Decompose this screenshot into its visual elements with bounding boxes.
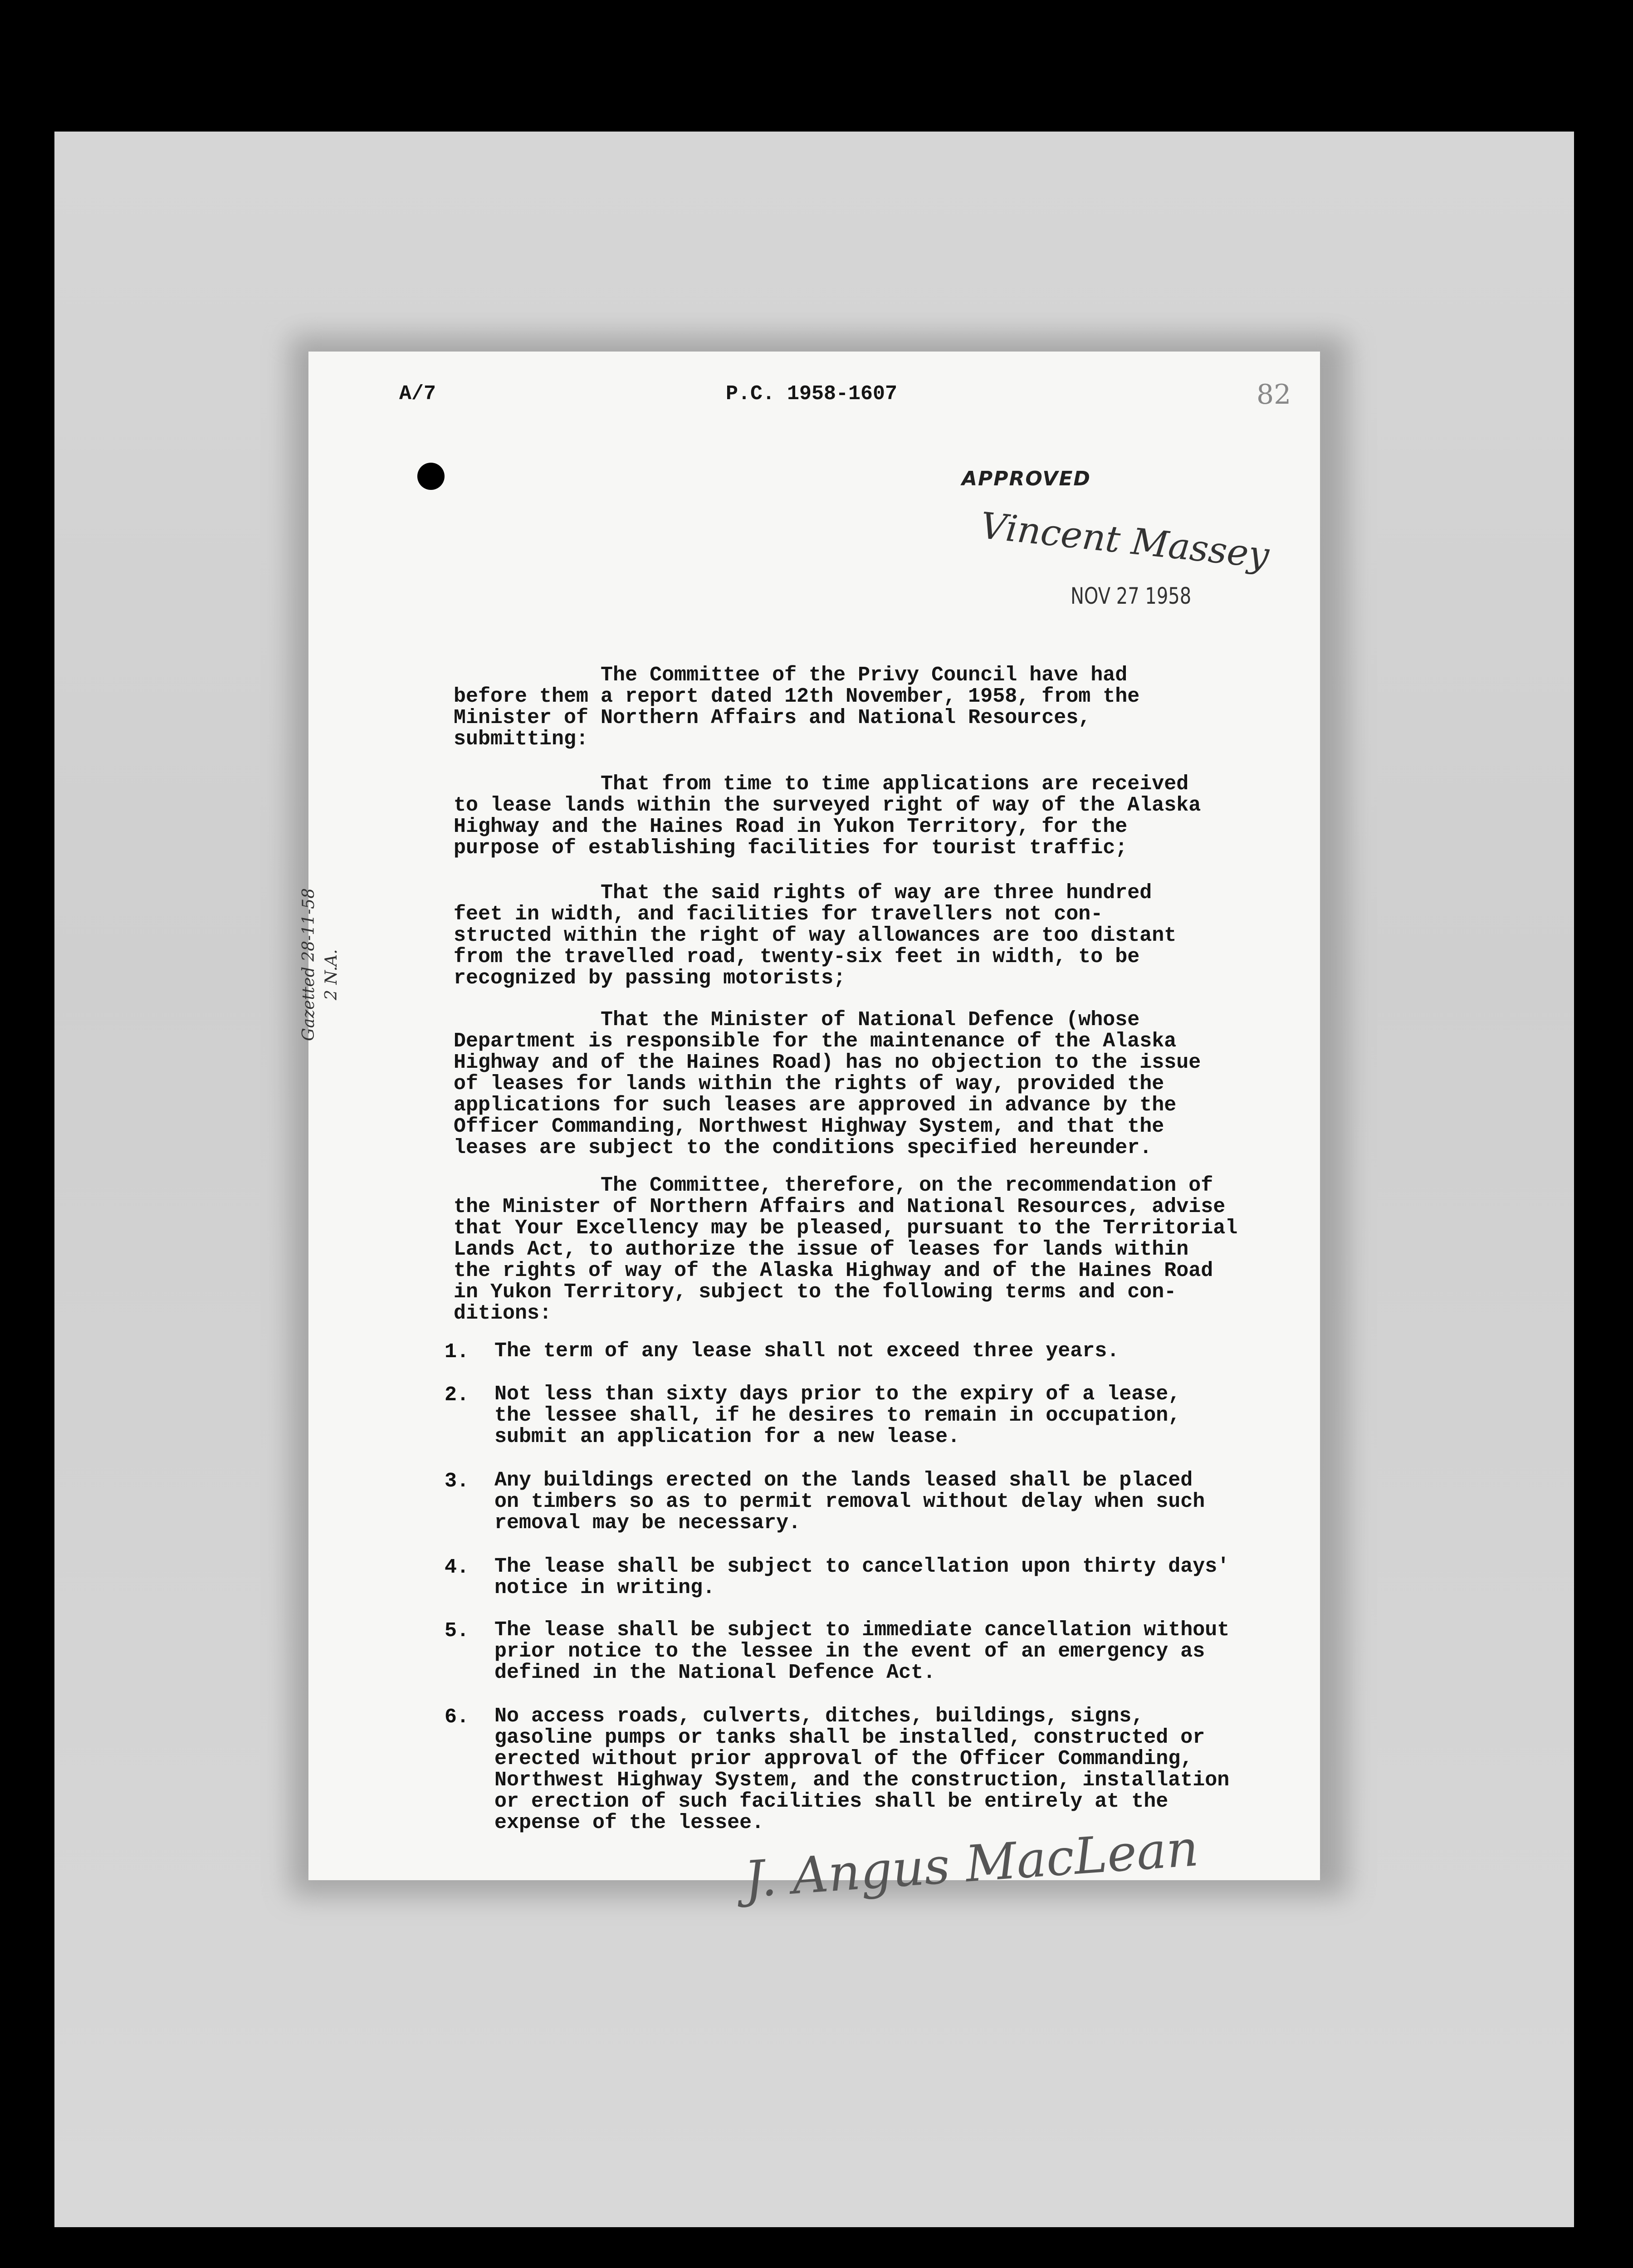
- text-line: to lease lands within the surveyed right of way of the Alaska: [454, 794, 1201, 817]
- approved-stamp: APPROVED: [962, 467, 1091, 490]
- condition-text: [494, 1383, 1180, 1447]
- text-line: Minister of Northern Affairs and National Resources,: [454, 706, 1091, 729]
- text-line: No access roads, culverts, ditches, buildings, signs,: [494, 1705, 1144, 1728]
- text-line: Any buildings erected on the lands leased shall be placed: [494, 1469, 1193, 1492]
- text-line: That from time to time applications are received: [454, 772, 1189, 796]
- text-line: on timbers so as to permit removal without delay when such: [494, 1490, 1205, 1513]
- text-line: expense of the lessee.: [494, 1811, 764, 1834]
- condition-number: 6.: [445, 1706, 469, 1729]
- text-line: The term of any lease shall not exceed three years.: [494, 1339, 1120, 1363]
- margin-note-initials: [322, 949, 341, 1000]
- order-number: P.C. 1958-1607: [726, 382, 898, 406]
- text-line: Not less than sixty days prior to the expiry of a lease,: [494, 1383, 1181, 1406]
- text-line: of leases for lands within the rights of way, provided the: [454, 1072, 1164, 1095]
- text-line: that Your Excellency may be pleased, pursuant to the Territorial: [454, 1217, 1238, 1240]
- recommendation-paragraph: [454, 1175, 1237, 1324]
- text-line: the Minister of Northern Affairs and National Resources, advise: [454, 1195, 1226, 1218]
- condition-text: [494, 1706, 1229, 1833]
- margin-note: [299, 888, 318, 1041]
- text-line: That the said rights of way are three hundred: [454, 881, 1152, 904]
- condition-number: 1.: [445, 1340, 469, 1364]
- text-line: defined in the National Defence Act.: [494, 1661, 936, 1684]
- condition-number: 3.: [445, 1470, 469, 1493]
- text-line: removal may be necessary.: [494, 1511, 801, 1535]
- text-line: That the Minister of National Defence (whose: [454, 1008, 1140, 1031]
- file-reference: A/7: [399, 382, 436, 406]
- recital-paragraph: [454, 773, 1201, 859]
- text-line: Officer Commanding, Northwest Highway System, and that the: [454, 1115, 1164, 1138]
- order-in-council-page: [299, 352, 1320, 1909]
- minister-signature: J. Angus MacLean: [742, 1819, 1201, 1909]
- text-line: Highway and of the Haines Road) has no objection to the issue: [454, 1051, 1201, 1074]
- condition-text: [494, 1340, 1119, 1362]
- text-line: submit an application for a new lease.: [494, 1425, 960, 1448]
- text-line: The Committee of the Privy Council have had: [454, 664, 1128, 687]
- recital-paragraph: [454, 1009, 1201, 1158]
- punch-hole-mark: [417, 463, 445, 490]
- text-line: or erection of such facilities shall be entirely at the: [494, 1790, 1169, 1813]
- condition-number: 5.: [445, 1619, 469, 1642]
- text-line: The lease shall be subject to immediate cancellation without: [494, 1618, 1230, 1642]
- text-line: Department is responsible for the maintenance of the Alaska: [454, 1030, 1177, 1053]
- text-line: The Committee, therefore, on the recommendation of: [454, 1174, 1213, 1197]
- condition-text: [494, 1470, 1205, 1534]
- approval-date-stamp: NOV 27 1958: [1071, 583, 1192, 609]
- governor-general-signature: Vincent Massey: [978, 504, 1271, 577]
- text-line: purpose of establishing facilities for tourist traffic;: [454, 836, 1128, 860]
- text-line: notice in writing.: [494, 1576, 715, 1599]
- text-line: The lease shall be subject to cancellation upon thirty days': [494, 1555, 1230, 1578]
- text-line: ditions:: [454, 1302, 552, 1325]
- text-line: before them a report dated 12th November, 1958, from the: [454, 685, 1140, 708]
- text-line: structed within the right of way allowances are too distant: [454, 924, 1177, 947]
- recital-paragraph: [454, 882, 1176, 989]
- condition-number: 2.: [445, 1383, 469, 1407]
- text-line: in Yukon Territory, subject to the following terms and con-: [454, 1281, 1177, 1304]
- text-line: applications for such leases are approved in advance by the: [454, 1094, 1177, 1117]
- text-line: leases are subject to the conditions specified hereunder.: [454, 1136, 1152, 1159]
- text-line: erected without prior approval of the Officer Commanding,: [494, 1747, 1193, 1770]
- preamble-paragraph: [454, 665, 1139, 750]
- text-line: gasoline pumps or tanks shall be installed, constructed or: [494, 1726, 1205, 1749]
- condition-text: [494, 1556, 1229, 1598]
- text-line: Highway and the Haines Road in Yukon Territory, for the: [454, 815, 1128, 838]
- text-line: Northwest Highway System, and the construction, installation: [494, 1769, 1230, 1792]
- margin-note-line: Gazetted 28-11-58: [299, 888, 318, 1041]
- text-line: recognized by passing motorists;: [454, 967, 846, 990]
- margin-note-line: 2 N.A.: [322, 949, 341, 1000]
- page-number: 82: [1257, 379, 1291, 411]
- condition-number: 4.: [445, 1556, 469, 1579]
- text-line: from the travelled road, twenty-six feet in width, to be: [454, 945, 1140, 968]
- text-line: prior notice to the lessee in the event of an emergency as: [494, 1640, 1205, 1663]
- text-line: Lands Act, to authorize the issue of leases for lands within: [454, 1238, 1189, 1261]
- text-line: submitting:: [454, 728, 589, 751]
- text-line: the rights of way of the Alaska Highway and of the Haines Road: [454, 1259, 1213, 1282]
- condition-text: [494, 1619, 1229, 1683]
- text-line: the lessee shall, if he desires to remain in occupation,: [494, 1404, 1181, 1427]
- text-line: feet in width, and facilities for travellers not con-: [454, 903, 1103, 926]
